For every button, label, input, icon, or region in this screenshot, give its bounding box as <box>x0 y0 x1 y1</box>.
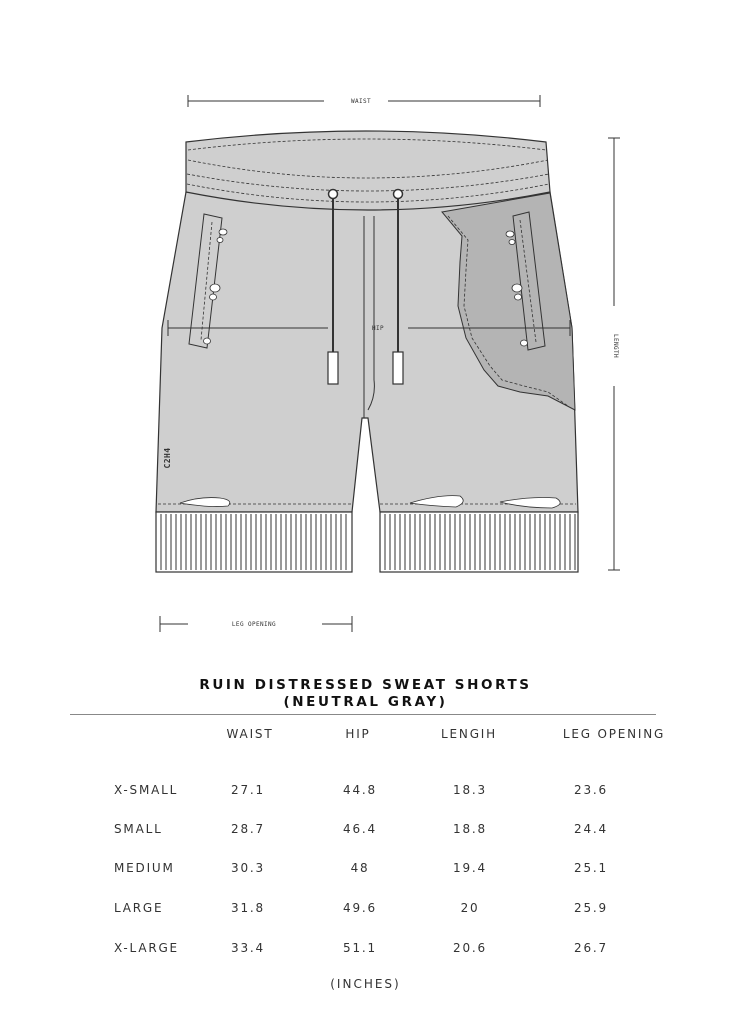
length-value: 18.3 <box>453 783 487 797</box>
leg-opening-value: 23.6 <box>574 783 608 797</box>
header-waist: WAIST <box>226 727 274 741</box>
product-title: RUIN DISTRESSED SWEAT SHORTS <box>199 677 532 693</box>
units-note: (INCHES) <box>330 977 401 991</box>
leg-opening-value: 25.1 <box>574 861 608 875</box>
length-value: 19.4 <box>453 861 487 875</box>
waist-label: WAIST <box>350 98 372 105</box>
length-value: 18.8 <box>453 822 487 836</box>
leg-opening-value: 24.4 <box>574 822 608 836</box>
header-hip: HIP <box>345 727 371 741</box>
brand-tag: C2H4 <box>163 447 172 469</box>
size-label: X-SMALL <box>114 783 179 797</box>
title-divider <box>70 714 656 715</box>
size-label: SMALL <box>114 822 163 836</box>
leg-opening-label: LEG OPENING <box>231 621 277 628</box>
size-label: LARGE <box>114 901 164 915</box>
hip-value: 44.8 <box>343 783 377 797</box>
hip-label: HIP <box>371 325 385 332</box>
length-value: 20.6 <box>453 941 487 955</box>
header-leg-opening: LEG OPENING <box>562 727 666 741</box>
hip-value: 49.6 <box>343 901 377 915</box>
waistband <box>186 131 550 210</box>
product-subtitle: (NEUTRAL GRAY) <box>283 694 448 710</box>
waist-value: 28.7 <box>231 822 265 836</box>
waist-value: 30.3 <box>231 861 265 875</box>
header-length: LENGIH <box>441 727 497 741</box>
right-cuff <box>380 512 578 572</box>
length-value: 20 <box>460 901 480 915</box>
hip-value: 51.1 <box>343 941 377 955</box>
hip-value: 46.4 <box>343 822 377 836</box>
size-label: X-LARGE <box>114 941 179 955</box>
waist-value: 31.8 <box>231 901 265 915</box>
waist-value: 27.1 <box>231 783 265 797</box>
leg-opening-value: 25.9 <box>574 901 608 915</box>
length-label: LENGTH <box>612 333 619 359</box>
waist-value: 33.4 <box>231 941 265 955</box>
left-cuff <box>156 512 352 572</box>
leg-opening-value: 26.7 <box>574 941 608 955</box>
hip-value: 48 <box>350 861 370 875</box>
size-label: MEDIUM <box>114 861 175 875</box>
